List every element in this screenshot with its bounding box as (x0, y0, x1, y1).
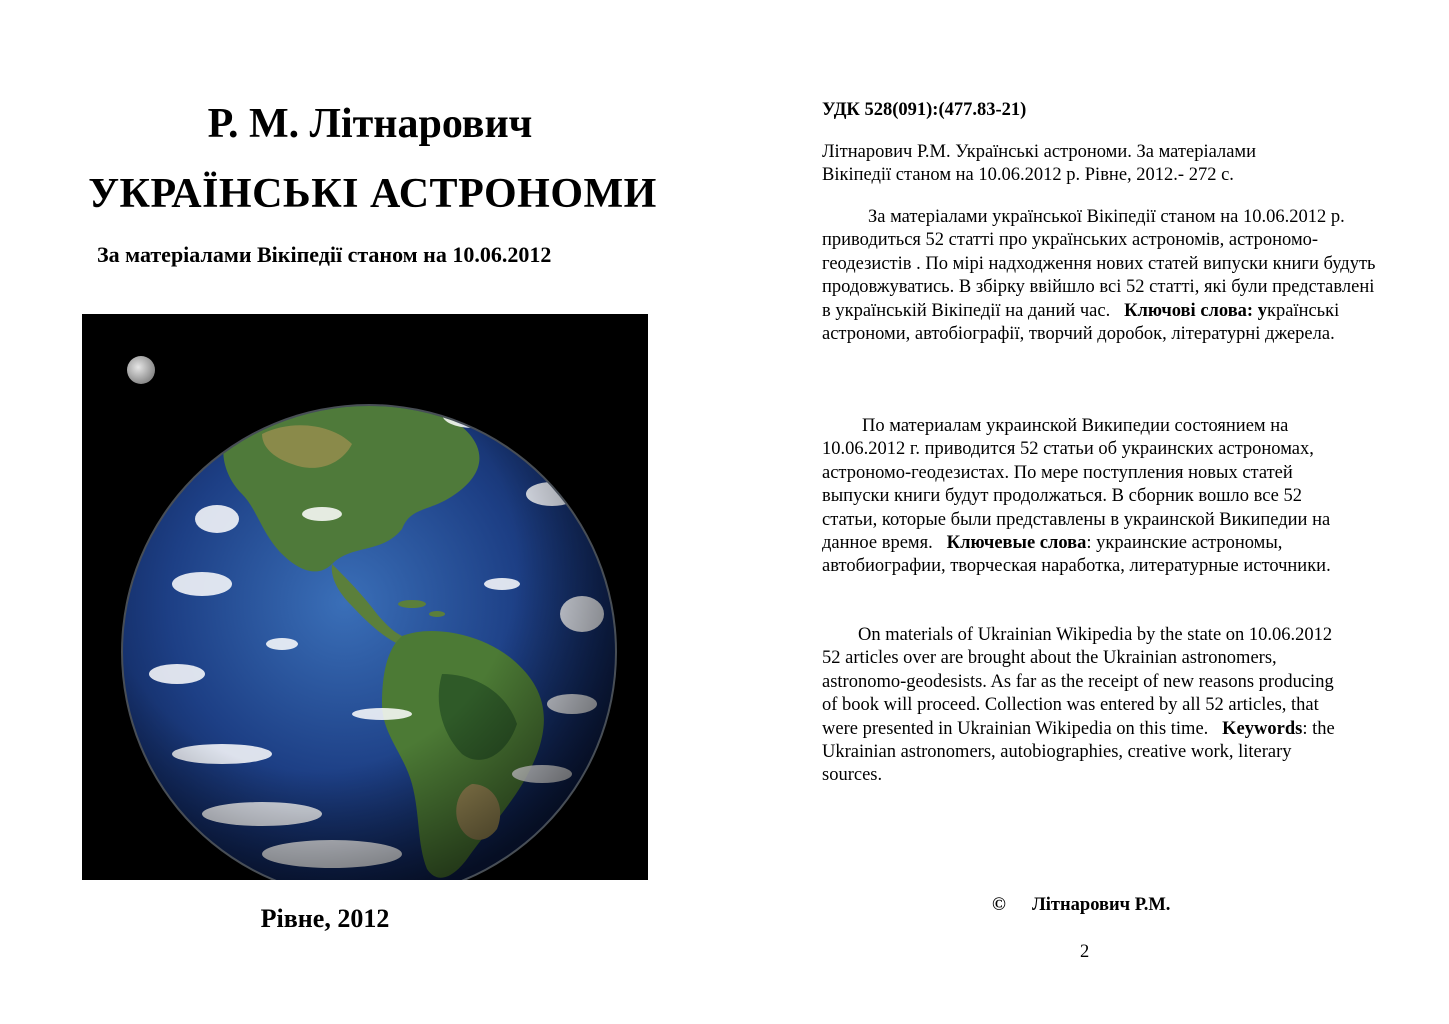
abstract-russian (822, 415, 1352, 579)
abstract-english-keywords-label: Keywords (1222, 718, 1303, 739)
abstract-russian-keywords: : украинские астрономы, автобиографии, творческая наработка, литературные источники. (822, 533, 1331, 577)
earth-from-space-icon (82, 314, 648, 880)
abstract-ukrainian (822, 206, 1377, 346)
abstract-ukrainian-keywords: країнські астрономи, автобіографії, творчий доробок, літературні джерела. (822, 300, 1340, 345)
abstract-russian-keywords-label: Ключевые слова (946, 533, 1087, 554)
cover-subtitle: За матеріалами Вікіпедії станом на 10.06.2012 (97, 242, 552, 267)
abstract-ukrainian-text: За матеріалами української Вікіпедії станом на 10.06.2012 р. приводиться 52 статті про українських астрономів, астрономо-геодезистів . По мірі надходження нових статей випуски книги будуть продовжуватись. В збірку ввійшло всі 52 статті, які були представлені в українській Вікіпедії на даний час. (822, 207, 1376, 321)
book-title: УКРАЇНСЬКІ АСТРОНОМИ (88, 171, 657, 217)
page-number: 2 (1080, 942, 1090, 962)
copyright-holder: Літнарович Р.М. (1032, 895, 1171, 915)
copyright-symbol: © (992, 895, 1006, 915)
abstract-english-keywords: : the Ukrainian astronomers, autobiographies, creative work, literary sources. (822, 718, 1335, 786)
abstract-russian-text: По материалам украинской Википедии состоянием на 10.06.2012 г. приводится 52 статьи об украинских астрономах, астрономо-геодезистах. По мере поступления новых статей выпуски книги будут продолжаться. В сборник вошло все 52 статьи, которые были представлены в украинской Википедии на данное время. (822, 416, 1331, 554)
copyright-line (992, 893, 1170, 917)
udc-code: УДК 528(091):(477.83-21) (822, 100, 1027, 120)
author-name: Р. М. Літнарович (207, 101, 533, 147)
imprint-place-year: Рівне, 2012 (260, 904, 390, 933)
abstract-english (822, 624, 1352, 788)
bibliographic-citation: Літнарович Р.М. Українські астрономи. За матеріалами Вікіпедії станом на 10.06.2012 р. Рівне, 2012.- 272 с. (822, 142, 1257, 186)
colophon-page (822, 0, 1382, 1024)
abstract-ukrainian-keywords-label: Ключові слова: у (1124, 300, 1267, 321)
abstract-english-text: On materials of Ukrainian Wikipedia by the state on 10.06.2012 52 articles over are brought about the Ukrainian astronomers, astronomo-geodesists. As far as the receipt of new reasons producing of book will proceed. Collection was entered by all 52 articles, that were presented in Ukrainian Wikipedia on this time. (822, 625, 1334, 739)
